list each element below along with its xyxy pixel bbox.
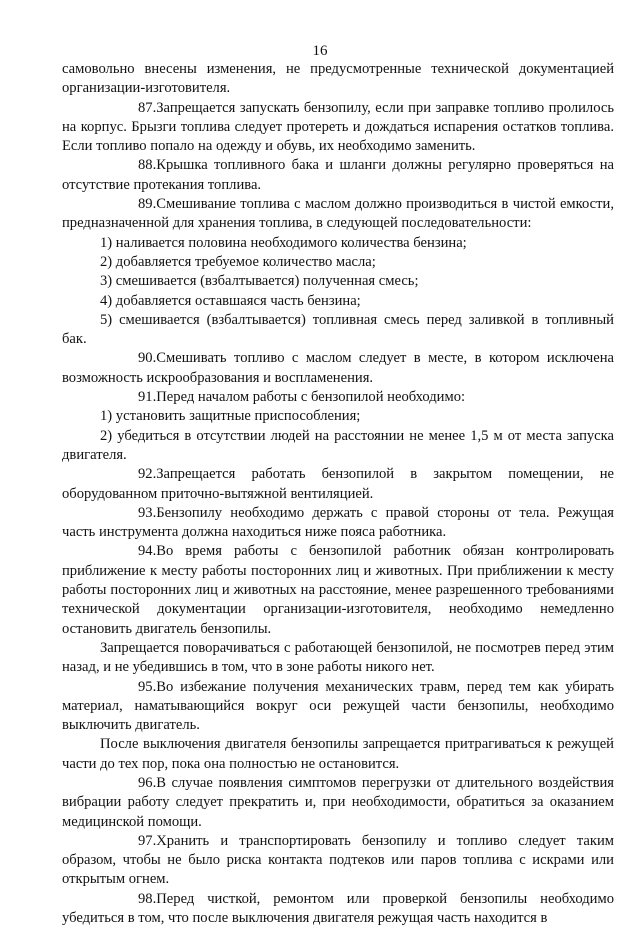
paragraph-text: 4) добавляется оставшаяся часть бензина; [100,292,361,309]
paragraph-text: Крышка топливного бака и шланги должны регулярно проверяться на отсутствие протекания топлива. [62,157,614,193]
paragraph-p91_1 [62,407,614,426]
paragraph-p90 [62,349,614,388]
paragraph-number: 92. [138,466,157,483]
paragraph-number: 87. [138,99,157,116]
paragraph-text: 3) смешивается (взбалтывается) полученная смесь; [100,273,419,290]
paragraph-text: Перед чисткой, ремонтом или проверкой бензопилы необходимо убедиться в том, что после выключения двигателя режущая часть находится в [62,890,614,927]
paragraph-text: Во избежание получения механических травм, перед тем как убирать материал, наматывающийся вокруг оси режущей части бензопилы, необходимо выключить двигатель. [62,678,614,734]
paragraph-number: 90. [138,350,157,367]
paragraph-text: 2) добавляется требуемое количество масла; [100,253,376,270]
paragraph-p98 [62,890,614,928]
paragraph-p0 [62,60,614,99]
paragraph-p95 [62,678,614,736]
paragraph-p94 [62,542,614,638]
paragraph-text: 1) наливается половина необходимого количества бензина; [100,234,467,251]
paragraph-text: Перед началом работы с бензопилой необходимо: [156,389,466,406]
paragraph-number: 97. [138,832,157,849]
paragraph-p91_2 [62,427,614,466]
paragraph-text: 1) установить защитные приспособления; [100,408,361,425]
paragraph-text: Во время работы с бензопилой работник обязан контролировать приближение к месту работы посторонних лиц и животных. При приближении к месту работы посторонних лиц и животных на расстояние, менее разрешенного требованиями технической документации организации-изготовителя, необходимо немедленно остановить двигатель бензопилы. [62,543,614,637]
paragraph-text: Запрещается поворачиваться с работающей бензопилой, не посмотрев перед этим назад, и не убедившись в том, что в зоне работы никого нет. [62,639,614,676]
paragraph-p89_1 [62,234,614,253]
paragraph-number: 94. [138,543,157,560]
paragraph-p88 [62,156,614,195]
paragraph-number: 91. [138,389,157,406]
paragraph-text: Хранить и транспортировать бензопилу и топливо следует таким образом, чтобы не было риска контакта подтеков или паров топлива с искрами или открытым огнем. [62,832,614,888]
paragraph-number: 98. [138,890,157,907]
paragraph-number: 88. [138,157,157,174]
paragraph-p92 [62,465,614,504]
paragraph-text: Запрещается работать бензопилой в закрытом помещении, не оборудованном приточно-вытяжной вентиляцией. [62,466,614,502]
paragraph-text: Смешивание топлива с маслом должно производиться в чистой емкости, предназначенной для хранения топлива, в следующей последовательности: [62,196,614,232]
paragraph-text: Запрещается запускать бензопилу, если при заправке топливо пролилось на корпус. Брызги топлива следует протереть и дождаться испарения остатков топлива. Если топливо попало на одежду и обувь, их необходимо заменить. [62,99,614,155]
paragraph-p96 [62,774,614,832]
paragraph-number: 89. [138,196,157,213]
paragraph-text: 2) убедиться в отсутствии людей на расстоянии не менее 1,5 м от места запуска двигателя. [62,427,614,463]
paragraph-p89_5 [62,311,614,350]
document-body [62,60,614,928]
page-number: 16 [312,43,328,59]
paragraph-p95b [62,735,614,774]
paragraph-text: 5) смешивается (взбалтывается) топливная смесь перед заливкой в топливный бак. [62,311,614,348]
paragraph-p91 [62,388,614,407]
paragraph-text: В случае появления симптомов перегрузки от длительного воздействия вибрации работу следует прекратить и, при необходимости, обратиться за оказанием медицинской помощи. [62,774,614,830]
paragraph-number: 96. [138,774,157,791]
paragraph-p93 [62,504,614,543]
paragraph-p87 [62,99,614,157]
paragraph-text: самовольно внесены изменения, не предусмотренные технической документацией организации-изготовителя. [62,61,614,97]
paragraph-p89_2 [62,253,614,272]
paragraph-number: 93. [138,504,157,521]
paragraph-p89 [62,195,614,234]
paragraph-p89_4 [62,292,614,311]
paragraph-text: Смешивать топливо с маслом следует в месте, в котором исключена возможность искрообразования и воспламенения. [62,350,614,386]
paragraph-text: Бензопилу необходимо держать с правой стороны от тела. Режущая часть инструмента должна находиться ниже пояса работника. [62,504,614,541]
paragraph-text: После выключения двигателя бензопилы запрещается притрагиваться к режущей части до тех пор, пока она полностью не остановится. [62,736,614,772]
paragraph-number: 95. [138,678,157,695]
paragraph-p89_3 [62,272,614,291]
paragraph-p94b [62,639,614,678]
paragraph-p97 [62,832,614,890]
